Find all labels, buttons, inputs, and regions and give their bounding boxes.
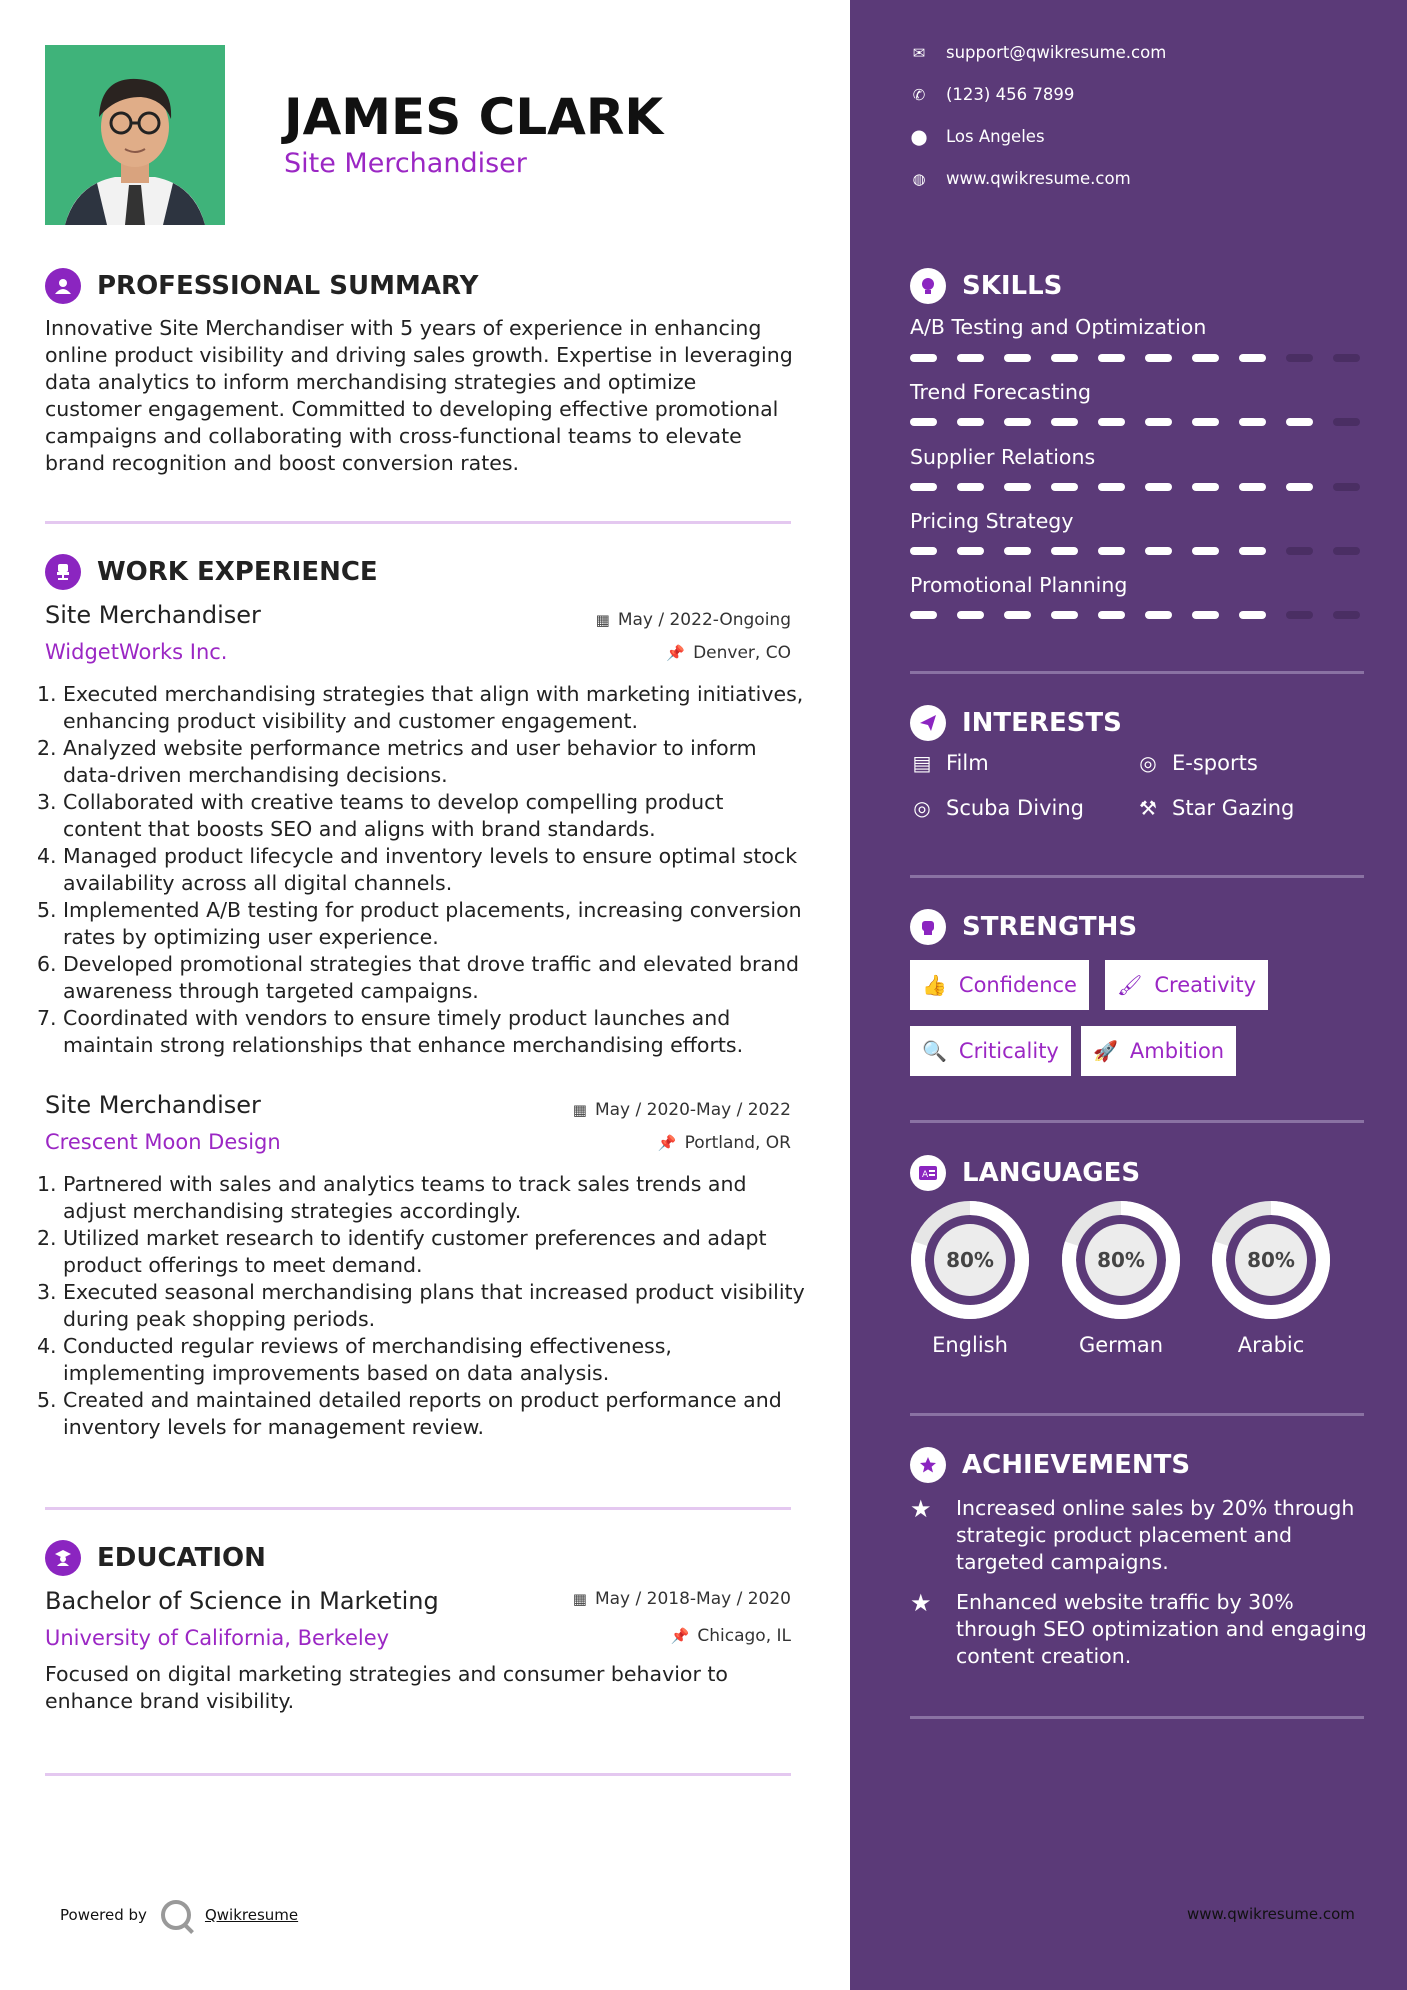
- list-item: 1. Partnered with sales and analytics teams to track sales trends and adjust merchandising strategies accordingly.: [37, 1172, 747, 1223]
- skill-bar: [910, 547, 1360, 555]
- skill-segment: [1051, 483, 1078, 491]
- contact-text: www.qwikresume.com: [946, 169, 1131, 188]
- skill-name: Trend Forecasting: [910, 380, 1092, 404]
- interest-item: [910, 796, 1084, 820]
- skill-bar: [910, 611, 1360, 619]
- skill-bar: [910, 418, 1360, 426]
- thumbs-up-icon: 👍: [922, 973, 947, 997]
- job-location: [658, 1133, 791, 1153]
- interests-heading: [910, 705, 1122, 741]
- achievement-text: Enhanced website traffic by 30% through SEO optimization and engaging content creation.: [956, 1590, 1367, 1668]
- summary-heading: [45, 268, 478, 304]
- skill-segment: [1098, 354, 1125, 362]
- skill-segment: [910, 547, 937, 555]
- skill-segment: [1051, 354, 1078, 362]
- list-item: 5. Implemented A/B testing for product placements, increasing conversion rates by optimizing user experience.: [37, 898, 802, 949]
- divider: [910, 1716, 1364, 1719]
- divider: [910, 1120, 1364, 1123]
- strength-chip: [1081, 1026, 1236, 1076]
- job-dates-text: May / 2022-Ongoing: [617, 610, 791, 630]
- achievements-heading: [910, 1447, 1190, 1483]
- list-item: 2. Analyzed website performance metrics and user behavior to inform data-driven merchandising decisions.: [37, 736, 757, 787]
- svg-text:A: A: [922, 1170, 929, 1180]
- paintbrush-icon: 🖌: [1117, 973, 1143, 997]
- skill-segment: [910, 611, 937, 619]
- language-name: Arabic: [1237, 1333, 1305, 1357]
- star-badge-icon: [910, 1447, 946, 1483]
- list-item: 1. Executed merchandising strategies that align with marketing initiatives, enhancing product visibility and customer engagement.: [37, 682, 804, 733]
- achievement-item: [910, 1495, 1370, 1576]
- list-item: 6. Developed promotional strategies that drove traffic and elevated brand awareness through targeted campaigns.: [37, 952, 799, 1003]
- skill-segment: [1098, 547, 1125, 555]
- skill-segment: [1051, 418, 1078, 426]
- skill-segment: [1239, 483, 1266, 491]
- skill-segment: [957, 611, 984, 619]
- qwikresume-link[interactable]: Qwikresume: [204, 1906, 299, 1924]
- list-item: 4. Managed product lifecycle and inventory levels to ensure optimal stock availability across all digital channels.: [37, 844, 798, 895]
- shooting-star-icon: ★: [910, 1495, 932, 1523]
- contact-text: Los Angeles: [946, 127, 1045, 146]
- graduate-icon: [45, 1540, 81, 1576]
- skill-segment: [1004, 354, 1031, 362]
- skill-segment: [1239, 354, 1266, 362]
- section-title: WORK EXPERIENCE: [97, 557, 378, 587]
- skill-bar: [910, 354, 1360, 362]
- strength-chip: [1105, 960, 1268, 1010]
- calendar-icon: ▦: [595, 611, 610, 629]
- skill-segment: [1192, 547, 1219, 555]
- strengths-heading: [910, 909, 1137, 945]
- skill-segment: [1286, 547, 1313, 555]
- divider: [45, 1507, 791, 1510]
- skill-segment: [1098, 611, 1125, 619]
- interest-item: [910, 751, 989, 775]
- section-title: LANGUAGES: [962, 1158, 1141, 1188]
- job-location-text: Denver, CO: [693, 643, 791, 663]
- skill-segment: [1145, 611, 1172, 619]
- skill-segment: [1333, 354, 1360, 362]
- education-heading: [45, 1540, 266, 1576]
- skill-bar: [910, 483, 1360, 491]
- skill-segment: [1333, 547, 1360, 555]
- skill-segment: [1286, 611, 1313, 619]
- skills-heading: [910, 268, 1062, 304]
- section-title: INTERESTS: [962, 708, 1122, 738]
- education-location-text: Chicago, IL: [697, 1626, 791, 1646]
- skill-segment: [1098, 483, 1125, 491]
- divider: [910, 875, 1364, 878]
- office-chair-icon: [45, 554, 81, 590]
- pin-icon: 📌: [670, 1627, 690, 1645]
- interest-label: Scuba Diving: [946, 796, 1084, 820]
- powered-by-text: Powered by: [60, 1906, 147, 1924]
- footer-url[interactable]: www.qwikresume.com: [1187, 1905, 1355, 1923]
- skill-segment: [1286, 418, 1313, 426]
- job-duties: [37, 681, 805, 1059]
- achievement-text: Increased online sales by 20% through strategic product placement and targeted campaigns.: [956, 1496, 1355, 1574]
- pin-icon: 📌: [666, 644, 686, 662]
- language-percent: 80%: [1247, 1248, 1295, 1272]
- job-company: Crescent Moon Design: [45, 1130, 281, 1154]
- job-dates-text: May / 2020-May / 2022: [594, 1100, 791, 1120]
- job-dates: [573, 1100, 791, 1120]
- profile-photo: [45, 45, 225, 225]
- interest-label: Film: [946, 751, 989, 775]
- lifebuoy-icon: ◎: [913, 796, 931, 820]
- contact-website[interactable]: [910, 169, 1131, 188]
- candidate-name: JAMES CLARK: [284, 88, 664, 146]
- degree-title: Bachelor of Science in Marketing: [45, 1587, 439, 1615]
- divider: [910, 671, 1364, 674]
- skill-segment: [1145, 547, 1172, 555]
- job-location-text: Portland, OR: [684, 1133, 791, 1153]
- strength-chip: [910, 960, 1089, 1010]
- skill-segment: [1004, 547, 1031, 555]
- skill-segment: [1004, 483, 1031, 491]
- summary-text: Innovative Site Merchandiser with 5 years of experience in enhancing online product visibility and driving sales growth. Expertise in leveraging data analytics to inform merchandising strategies and optimize customer engagement. Committed to developing effective promotional campaigns and collaborating with cross-functional teams to elevate brand recognition and boost conversion rates.: [45, 316, 793, 475]
- lifebuoy-icon: ◎: [1139, 751, 1157, 775]
- language-percent: 80%: [946, 1248, 994, 1272]
- achievement-item: [910, 1589, 1370, 1670]
- section-title: SKILLS: [962, 271, 1063, 301]
- skill-segment: [910, 483, 937, 491]
- language-name: German: [1078, 1333, 1164, 1357]
- skill-segment: [910, 418, 937, 426]
- section-title: ACHIEVEMENTS: [962, 1450, 1191, 1480]
- fist-icon: [910, 909, 946, 945]
- interest-label: E-sports: [1172, 751, 1258, 775]
- pin-icon: 📌: [657, 1134, 677, 1152]
- skill-segment: [910, 354, 937, 362]
- job-company: WidgetWorks Inc.: [45, 640, 228, 664]
- job-duties: [37, 1171, 805, 1441]
- education-location: [671, 1626, 791, 1646]
- calendar-icon: ▦: [572, 1101, 587, 1119]
- skill-segment: [1004, 418, 1031, 426]
- skill-segment: [1145, 418, 1172, 426]
- language-item: [1060, 1199, 1182, 1357]
- strength-label: Criticality: [958, 1039, 1059, 1063]
- contact-text: (123) 456 7899: [946, 85, 1075, 104]
- interest-label: Star Gazing: [1172, 796, 1295, 820]
- language-percent: 80%: [1097, 1248, 1145, 1272]
- user-icon: [45, 268, 81, 304]
- skill-name: Supplier Relations: [910, 445, 1096, 469]
- skill-segment: [1333, 611, 1360, 619]
- paper-plane-icon: [910, 705, 946, 741]
- list-item: 3. Collaborated with creative teams to develop compelling product content that boosts SEO and aligns with brand standards.: [37, 790, 724, 841]
- rocket-icon: 🚀: [1093, 1039, 1118, 1063]
- list-item: 2. Utilized market research to identify customer preferences and adapt product offerings to meet demand.: [37, 1226, 767, 1277]
- skill-segment: [1239, 547, 1266, 555]
- language-item: [1210, 1199, 1332, 1357]
- skill-segment: [1192, 483, 1219, 491]
- qwikresume-logo-icon: [161, 1900, 191, 1930]
- skill-name: Pricing Strategy: [910, 509, 1074, 533]
- education-dates-text: May / 2018-May / 2020: [594, 1589, 791, 1609]
- film-icon: ▤: [912, 751, 932, 775]
- section-title: PROFESSIONAL SUMMARY: [97, 271, 479, 301]
- skill-segment: [1051, 611, 1078, 619]
- section-title: STRENGTHS: [962, 912, 1138, 942]
- work-heading: [45, 554, 378, 590]
- contact-text: support@qwikresume.com: [946, 43, 1167, 62]
- job-title: Site Merchandiser: [45, 1091, 261, 1119]
- language-ring: [909, 1199, 1031, 1321]
- divider: [910, 1413, 1364, 1416]
- education-dates: [573, 1589, 791, 1609]
- contact-phone[interactable]: [910, 85, 1074, 104]
- skill-name: A/B Testing and Optimization: [910, 315, 1207, 339]
- skill-segment: [1239, 611, 1266, 619]
- skill-segment: [957, 354, 984, 362]
- skill-segment: [1286, 483, 1313, 491]
- skill-segment: [1098, 418, 1125, 426]
- school-name: University of California, Berkeley: [45, 1626, 390, 1650]
- skill-segment: [1192, 418, 1219, 426]
- envelope-icon: ✉: [912, 43, 926, 62]
- strength-label: Ambition: [1129, 1039, 1225, 1063]
- languages-heading: [910, 1155, 1140, 1191]
- strength-chip: [910, 1026, 1071, 1076]
- interest-item: [1136, 796, 1294, 820]
- skill-segment: [1004, 611, 1031, 619]
- divider: [45, 521, 791, 524]
- skill-segment: [1333, 483, 1360, 491]
- phone-icon: ✆: [912, 85, 926, 104]
- language-ring: [1060, 1199, 1182, 1321]
- translate-icon: [910, 1155, 946, 1191]
- skill-name: Promotional Planning: [910, 573, 1128, 597]
- map-pin-icon: ⬤: [910, 127, 928, 146]
- strength-label: Confidence: [958, 973, 1077, 997]
- skill-segment: [1192, 611, 1219, 619]
- gavel-icon: ⚒: [1139, 796, 1157, 820]
- shooting-star-icon: ★: [910, 1589, 932, 1617]
- strength-label: Creativity: [1154, 973, 1257, 997]
- language-name: English: [932, 1333, 1008, 1357]
- section-title: EDUCATION: [97, 1543, 266, 1573]
- job-location: [666, 643, 791, 663]
- interest-item: [1136, 751, 1258, 775]
- job-dates: [596, 610, 791, 630]
- skill-segment: [1286, 354, 1313, 362]
- calendar-icon: ▦: [572, 1590, 587, 1608]
- job-title: Site Merchandiser: [45, 601, 261, 629]
- list-item: 3. Executed seasonal merchandising plans that increased product visibility during peak shopping periods.: [37, 1280, 805, 1331]
- education-description: Focused on digital marketing strategies and consumer behavior to enhance brand visibility.: [45, 1662, 728, 1713]
- footer-powered-by: [60, 1900, 298, 1930]
- language-item: [909, 1199, 1031, 1357]
- skill-segment: [1239, 418, 1266, 426]
- list-item: 4. Conducted regular reviews of merchandising effectiveness, implementing improvements based on data analysis.: [37, 1334, 672, 1385]
- lightbulb-icon: [910, 268, 946, 304]
- skill-segment: [1192, 354, 1219, 362]
- candidate-title: Site Merchandiser: [284, 148, 527, 179]
- skill-segment: [1145, 483, 1172, 491]
- language-ring: [1210, 1199, 1332, 1321]
- skill-segment: [1333, 418, 1360, 426]
- contact-location: [910, 127, 1045, 146]
- skill-segment: [1145, 354, 1172, 362]
- list-item: 5. Created and maintained detailed reports on product performance and inventory levels for management review.: [37, 1388, 782, 1439]
- list-item: 7. Coordinated with vendors to ensure timely product launches and maintain strong relationships that enhance merchandising efforts.: [37, 1006, 744, 1057]
- skill-segment: [957, 483, 984, 491]
- skill-segment: [1051, 547, 1078, 555]
- search-icon: 🔍: [922, 1039, 947, 1063]
- skill-segment: [957, 418, 984, 426]
- skill-segment: [957, 547, 984, 555]
- contact-email[interactable]: [910, 43, 1166, 62]
- globe-icon: ◍: [912, 169, 926, 188]
- divider: [45, 1773, 791, 1776]
